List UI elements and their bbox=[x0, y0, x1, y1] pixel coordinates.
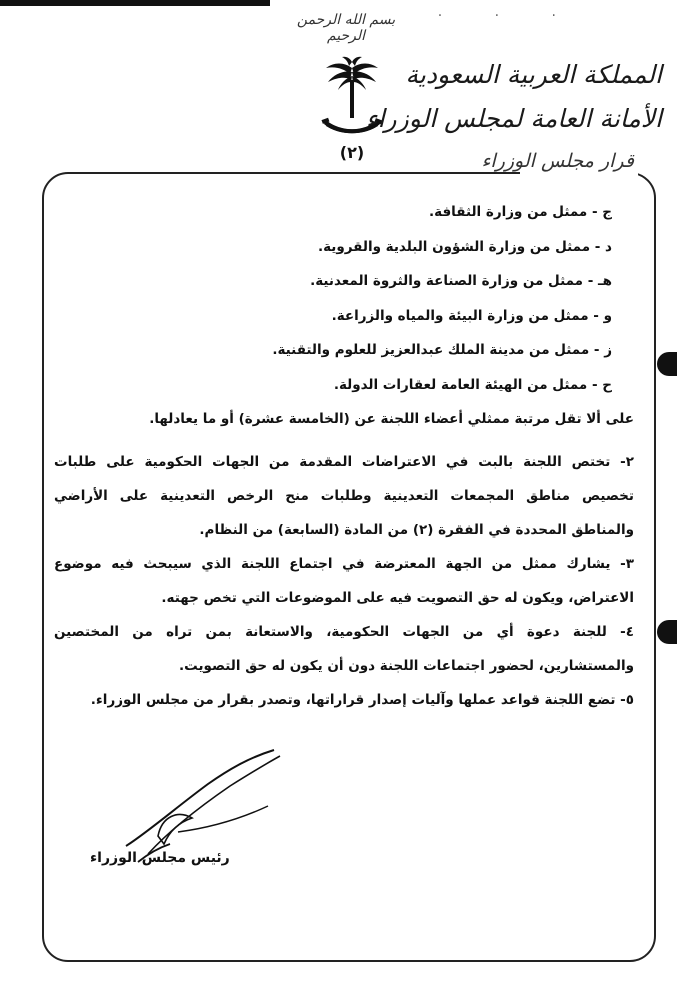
clause-2: ٢- تختص اللجنة بالبت في الاعتراضات المقدمة من الجهات الحكومية على طلبات تخصيص مناطق المجمعات التعدينية وطلبات منح الرخص التعدينية على الأراضي والمناطق المحددة في الفقرة (٢) من المادة (السابعة) من النظام. bbox=[54, 454, 634, 538]
signatory-title: رئيس مجلس الوزراء bbox=[90, 850, 230, 866]
member-item: ح - ممثل من الهيئة العامة لعقارات الدولة. bbox=[333, 376, 612, 393]
clause-5: ٥- تضع اللجنة قواعد عملها وآليات إصدار قراراتها، وتصدر بقرار من مجلس الوزراء. bbox=[90, 692, 634, 708]
member-item: هـ - ممثل من وزارة الصناعة والثروة المعدنية. bbox=[310, 273, 612, 289]
page-number: (٢) bbox=[339, 143, 365, 162]
document-body bbox=[54, 204, 634, 717]
decision-label: قرار مجلس الوزراء bbox=[481, 150, 634, 172]
member-item: ز - ممثل من مدينة الملك عبدالعزيز للعلوم والتقنية. bbox=[272, 342, 612, 358]
kingdom-header: المملكة العربية السعودية bbox=[405, 60, 662, 89]
binder-hole-marker-icon bbox=[657, 620, 677, 644]
rank-condition: على ألا تقل مرتبة ممثلي أعضاء اللجنة عن (الخامسة عشرة) أو ما يعادلها. bbox=[149, 411, 634, 427]
member-item: ج - ممثل من وزارة الثقافة. bbox=[429, 204, 612, 220]
secretariat-header: الأمانة العامة لمجلس الوزراء bbox=[365, 104, 662, 133]
basmala: بسم الله الرحمن الرحيم bbox=[296, 12, 396, 44]
member-item: و - ممثل من وزارة البيئة والمياه والزراعة. bbox=[331, 307, 612, 324]
scan-specks: · · · bbox=[437, 8, 580, 24]
clause-3: ٣- يشارك ممثل من الجهة المعترضة في اجتماع اللجنة الذي سيبحث فيه موضوع الاعتراض، ويكون له حق التصويت فيه على الموضوعات التي تخص جهته. bbox=[54, 556, 634, 606]
binder-hole-marker-icon bbox=[657, 352, 677, 376]
member-item: د - ممثل من وزارة الشؤون البلدية والقروية. bbox=[317, 238, 612, 255]
top-edge-bar bbox=[0, 0, 270, 6]
clause-4: ٤- للجنة دعوة أي من الجهات الحكومية، والاستعانة بمن تراه من المختصين والمستشارين، لحضور اجتماعات اللجنة دون أن يكون له حق التصويت. bbox=[54, 624, 634, 674]
